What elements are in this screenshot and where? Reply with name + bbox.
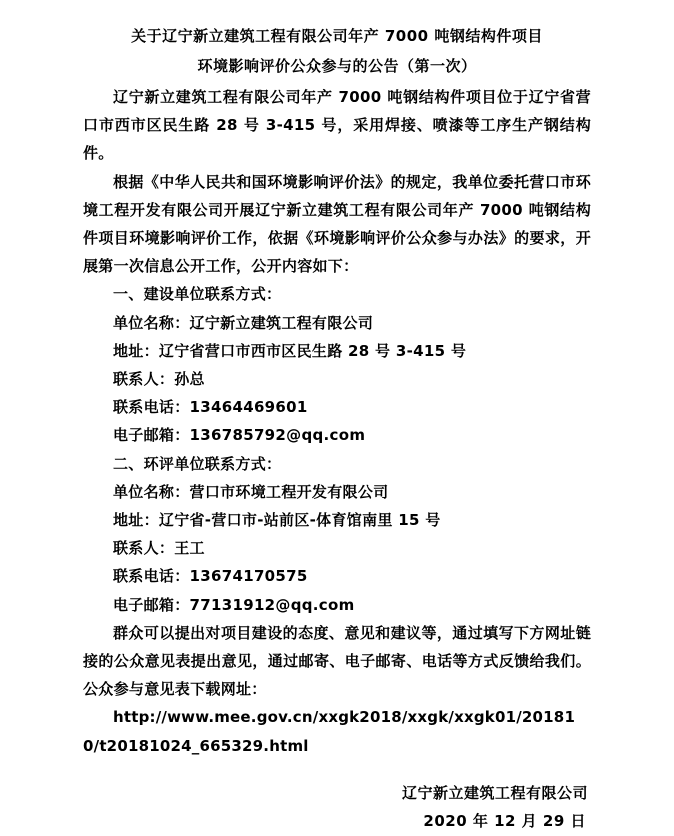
field-label: 电子邮箱： — [113, 595, 190, 614]
field-label: 联系电话： — [113, 567, 190, 586]
field-value: 136785792@qq.com — [189, 426, 366, 445]
field-eia-address — [83, 506, 591, 534]
field-eia-unit-name — [83, 478, 591, 506]
field-construction-unit-name — [83, 309, 591, 337]
signature-block — [83, 779, 591, 835]
field-label: 地址： — [113, 341, 159, 360]
field-construction-address — [83, 337, 591, 365]
field-label: 联系人： — [113, 539, 175, 558]
field-value: 77131912@qq.com — [189, 595, 355, 614]
field-construction-email — [83, 421, 591, 449]
field-value: 13674170575 — [189, 567, 308, 586]
field-eia-contact-person — [83, 534, 591, 562]
field-label: 单位名称： — [113, 313, 190, 332]
paragraph-legal-basis: 根据《中华人民共和国环境影响评价法》的规定，我单位委托营口市环境工程开发有限公司开展辽宁新立建筑工程有限公司年产 7000 吨钢结构件项目环境影响评价工作，依据《环境影响评价公众参与办法》的要求，开展第一次信息公开工作，公开内容如下： — [83, 172, 591, 276]
field-eia-email — [83, 591, 591, 619]
section-heading-eia-unit: 二、环评单位联系方式： — [113, 454, 282, 473]
field-label: 单位名称： — [113, 482, 190, 501]
field-construction-contact-person — [83, 365, 591, 393]
download-url: http://www.mee.gov.cn/xxgk2018/xxgk/xxgk01/201810/t20181024_665329.html — [83, 708, 576, 755]
field-label: 电子邮箱： — [113, 426, 190, 445]
field-eia-phone — [83, 562, 591, 590]
field-value: 营口市环境工程开发有限公司 — [189, 482, 389, 501]
field-value: 孙总 — [174, 370, 205, 389]
field-value: 辽宁新立建筑工程有限公司 — [189, 313, 374, 332]
field-value: 13464469601 — [189, 398, 308, 417]
signature-company: 辽宁新立建筑工程有限公司 — [401, 783, 588, 802]
document-content — [83, 21, 591, 835]
document-subtitle: 环境影响评价公众参与的公告（第一次） — [197, 57, 477, 75]
document-body — [83, 83, 591, 835]
field-construction-phone — [83, 393, 591, 421]
field-label: 联系人： — [113, 370, 175, 389]
section-heading-construction-unit: 一、建设单位联系方式： — [113, 285, 282, 304]
paragraph-public-feedback: 群众可以提出对项目建设的态度、意见和建议等，通过填写下方网址链接的公众意见表提出意见，通过邮寄、电子邮寄、电话等方式反馈给我们。公众参与意见表下载网址： — [83, 623, 591, 699]
field-value: 辽宁省营口市西市区民生路 28 号 3-415 号 — [158, 341, 467, 360]
signature-date: 2020 年 12 月 29 日 — [423, 812, 586, 831]
document-title: 关于辽宁新立建筑工程有限公司年产 7000 吨钢结构件项目 — [131, 27, 543, 45]
paragraph-project-intro: 辽宁新立建筑工程有限公司年产 7000 吨钢结构件项目位于辽宁省营口市西市区民生路 28 号 3-415 号，采用焊接、喷漆等工序生产钢结构件。 — [83, 88, 591, 163]
field-value: 辽宁省-营口市-站前区-体育馆南里 15 号 — [158, 511, 441, 530]
field-value: 王工 — [174, 539, 205, 558]
field-label: 地址： — [113, 511, 159, 530]
field-label: 联系电话： — [113, 398, 190, 417]
